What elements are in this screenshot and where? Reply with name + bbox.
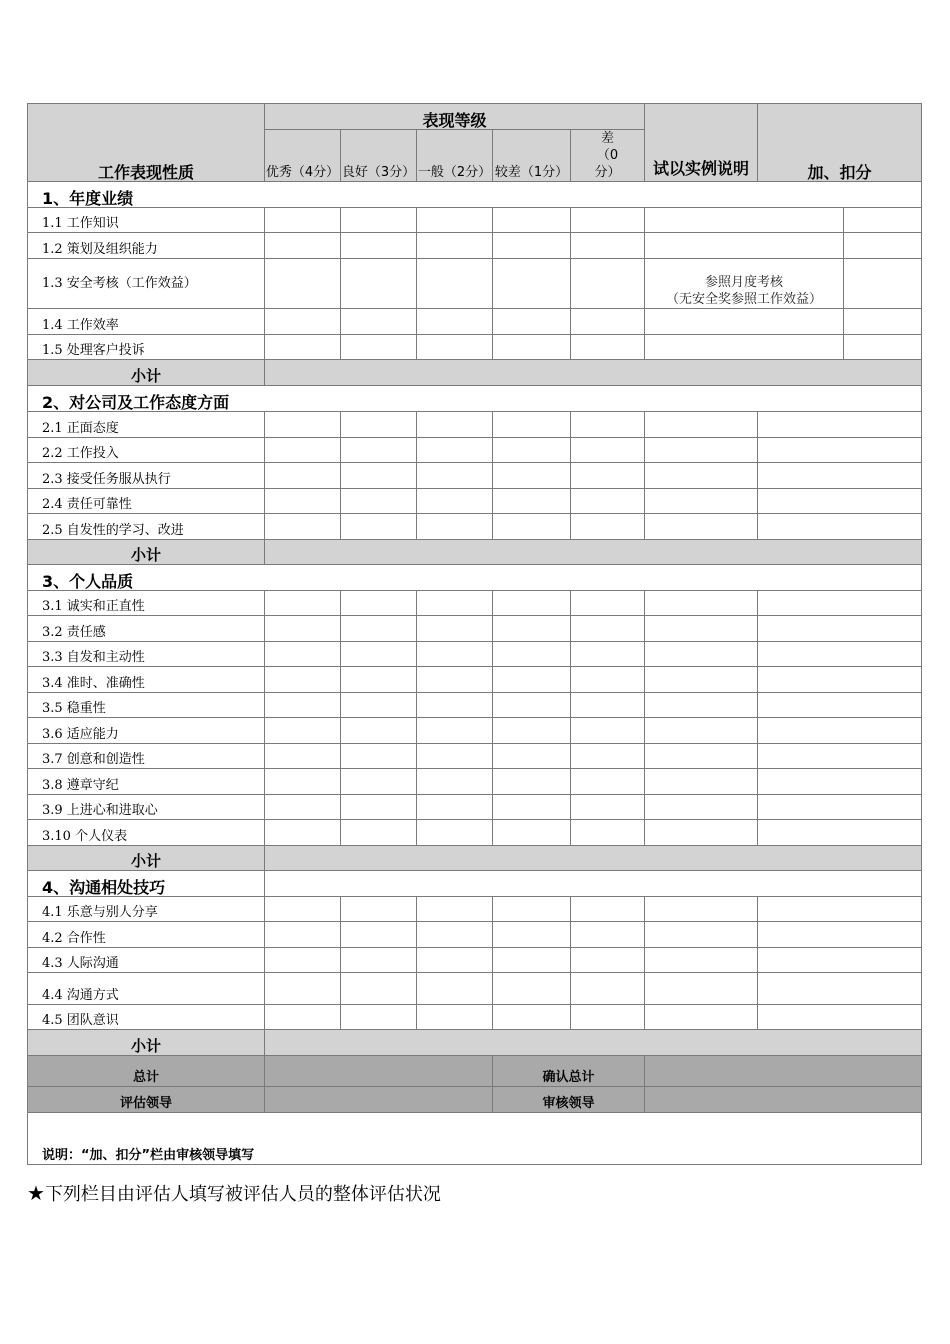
section-title: 3、个人品质 xyxy=(28,565,922,591)
adjust-cell[interactable] xyxy=(758,693,922,718)
grade-cell[interactable] xyxy=(493,1005,571,1030)
footer-text: 下列栏目由评估人填写被评估人员的整体评估状况 xyxy=(44,1184,441,1205)
item-label: 3.10 个人仪表 xyxy=(28,820,265,846)
grade-cell[interactable] xyxy=(341,208,417,233)
example-cell[interactable] xyxy=(645,795,758,820)
grade-cell[interactable] xyxy=(493,438,571,463)
grade-cell[interactable] xyxy=(341,309,417,335)
item-label: 1.2 策划及组织能力 xyxy=(28,233,265,259)
item-label: 1.3 安全考核（工作效益） xyxy=(28,259,265,309)
adjust-cell[interactable] xyxy=(758,973,922,1005)
example-cell[interactable] xyxy=(645,1005,758,1030)
grade-cell[interactable] xyxy=(265,309,341,335)
grade-cell[interactable] xyxy=(265,820,341,846)
grade-cell[interactable] xyxy=(417,795,493,820)
confirm-total-value[interactable] xyxy=(645,1056,922,1087)
adjust-cell[interactable] xyxy=(758,1005,922,1030)
grade-cell[interactable] xyxy=(417,667,493,693)
section-title: 2、对公司及工作态度方面 xyxy=(28,386,922,412)
grade-cell[interactable] xyxy=(341,642,417,667)
item-label: 3.3 自发和主动性 xyxy=(28,642,265,667)
grade-cell[interactable] xyxy=(417,718,493,744)
grade-cell[interactable] xyxy=(493,769,571,795)
grade-cell[interactable] xyxy=(571,616,645,642)
example-cell[interactable] xyxy=(645,642,758,667)
item-label: 1.5 处理客户投诉 xyxy=(28,335,265,360)
grade-cell[interactable] xyxy=(341,820,417,846)
grade-poor: 较差（1分） xyxy=(493,130,571,182)
item-label: 2.2 工作投入 xyxy=(28,438,265,463)
item-label: 4.3 人际沟通 xyxy=(28,948,265,973)
grade-cell[interactable] xyxy=(341,718,417,744)
grade-cell[interactable] xyxy=(417,642,493,667)
adjust-cell[interactable] xyxy=(844,335,922,360)
item-label: 3.8 遵章守纪 xyxy=(28,769,265,795)
grade-cell[interactable] xyxy=(341,973,417,1005)
grade-cell[interactable] xyxy=(417,309,493,335)
grade-cell[interactable] xyxy=(417,489,493,514)
grade-cell[interactable] xyxy=(341,744,417,769)
grade-cell[interactable] xyxy=(493,820,571,846)
grade-cell[interactable] xyxy=(265,438,341,463)
item-label: 3.7 创意和创造性 xyxy=(28,744,265,769)
grade-cell[interactable] xyxy=(417,897,493,922)
adjust-cell[interactable] xyxy=(758,642,922,667)
grade-cell[interactable] xyxy=(571,744,645,769)
subtotal-value[interactable] xyxy=(265,540,922,565)
total-label: 总计 xyxy=(28,1056,265,1087)
grade-cell[interactable] xyxy=(571,1005,645,1030)
grade-cell[interactable] xyxy=(493,667,571,693)
grade-cell[interactable] xyxy=(341,667,417,693)
grade-cell[interactable] xyxy=(493,208,571,233)
grade-cell[interactable] xyxy=(265,259,341,309)
grade-cell[interactable] xyxy=(341,1005,417,1030)
grade-cell[interactable] xyxy=(571,259,645,309)
grade-cell[interactable] xyxy=(265,667,341,693)
grade-cell[interactable] xyxy=(571,208,645,233)
grade-cell[interactable] xyxy=(417,438,493,463)
item-label: 4.5 团队意识 xyxy=(28,1005,265,1030)
grade-cell[interactable] xyxy=(341,489,417,514)
grade-cell[interactable] xyxy=(265,412,341,438)
item-label: 3.2 责任感 xyxy=(28,616,265,642)
adjust-cell[interactable] xyxy=(758,718,922,744)
adjust-cell[interactable] xyxy=(844,233,922,259)
adjust-cell[interactable] xyxy=(758,948,922,973)
grade-cell[interactable] xyxy=(265,335,341,360)
adjust-cell[interactable] xyxy=(844,259,922,309)
adjust-cell[interactable] xyxy=(758,922,922,948)
adjust-cell[interactable] xyxy=(844,309,922,335)
evaluator-value[interactable] xyxy=(265,1087,493,1113)
grade-cell[interactable] xyxy=(493,591,571,616)
example-cell[interactable] xyxy=(645,922,758,948)
example-cell[interactable] xyxy=(645,744,758,769)
grade-cell[interactable] xyxy=(493,309,571,335)
grade-cell[interactable] xyxy=(417,514,493,540)
section-blank xyxy=(265,871,922,897)
adjust-cell[interactable] xyxy=(844,208,922,233)
grade-cell[interactable] xyxy=(265,233,341,259)
example-cell[interactable] xyxy=(645,820,758,846)
example-cell[interactable] xyxy=(645,948,758,973)
grade-cell[interactable] xyxy=(417,922,493,948)
grade-cell[interactable] xyxy=(341,795,417,820)
header-adjust: 加、扣分 xyxy=(758,104,922,182)
grade-cell[interactable] xyxy=(417,591,493,616)
grade-cell[interactable] xyxy=(493,463,571,489)
evaluation-table xyxy=(27,103,922,1165)
subtotal-value[interactable] xyxy=(265,1030,922,1056)
grade-cell[interactable] xyxy=(265,489,341,514)
section-title: 4、沟通相处技巧 xyxy=(28,871,265,897)
example-cell[interactable] xyxy=(645,667,758,693)
grade-cell[interactable] xyxy=(341,259,417,309)
example-cell[interactable] xyxy=(645,514,758,540)
grade-cell[interactable] xyxy=(417,948,493,973)
grade-cell[interactable] xyxy=(341,948,417,973)
grade-cell[interactable] xyxy=(493,897,571,922)
grade-cell[interactable] xyxy=(571,769,645,795)
grade-cell[interactable] xyxy=(571,514,645,540)
reviewer-label: 审核领导 xyxy=(493,1087,645,1113)
grade-cell[interactable] xyxy=(571,973,645,1005)
item-label: 4.1 乐意与别人分享 xyxy=(28,897,265,922)
grade-cell[interactable] xyxy=(571,718,645,744)
adjust-cell[interactable] xyxy=(758,463,922,489)
grade-cell[interactable] xyxy=(493,693,571,718)
grade-cell[interactable] xyxy=(265,795,341,820)
grade-cell[interactable] xyxy=(493,718,571,744)
item-label: 4.4 沟通方式 xyxy=(28,973,265,1005)
grade-average: 一般（2分） xyxy=(417,130,493,182)
grade-cell[interactable] xyxy=(265,514,341,540)
subtotal-value[interactable] xyxy=(265,846,922,871)
grade-cell[interactable] xyxy=(265,718,341,744)
grade-cell[interactable] xyxy=(341,438,417,463)
example-cell[interactable] xyxy=(645,208,844,233)
example-cell[interactable] xyxy=(645,412,758,438)
grade-cell[interactable] xyxy=(417,693,493,718)
star-icon: ★ xyxy=(27,1181,45,1205)
grade-cell[interactable] xyxy=(265,208,341,233)
grade-cell[interactable] xyxy=(571,693,645,718)
grade-cell[interactable] xyxy=(265,948,341,973)
item-label: 3.1 诚实和正直性 xyxy=(28,591,265,616)
item-label: 2.3 接受任务服从执行 xyxy=(28,463,265,489)
grade-cell[interactable] xyxy=(493,335,571,360)
grade-cell[interactable] xyxy=(341,591,417,616)
header-example: 试以实例说明 xyxy=(645,104,758,182)
grade-cell[interactable] xyxy=(265,616,341,642)
grade-cell[interactable] xyxy=(571,897,645,922)
grade-cell[interactable] xyxy=(341,769,417,795)
grade-cell[interactable] xyxy=(265,744,341,769)
grade-bad: 差（0分） xyxy=(571,130,645,182)
grade-cell[interactable] xyxy=(417,744,493,769)
grade-cell[interactable] xyxy=(493,795,571,820)
header-nature: 工作表现性质 xyxy=(28,104,265,182)
example-cell[interactable] xyxy=(645,693,758,718)
grade-cell[interactable] xyxy=(493,744,571,769)
grade-cell[interactable] xyxy=(493,616,571,642)
adjust-cell[interactable] xyxy=(758,897,922,922)
example-cell[interactable] xyxy=(645,489,758,514)
grade-cell[interactable] xyxy=(417,463,493,489)
note-line-2: （无安全奖参照工作效益） xyxy=(666,292,823,307)
subtotal-value[interactable] xyxy=(265,360,922,386)
grade-cell[interactable] xyxy=(417,335,493,360)
example-cell[interactable] xyxy=(645,335,844,360)
adjust-cell[interactable] xyxy=(758,438,922,463)
example-cell[interactable] xyxy=(645,718,758,744)
grade-cell[interactable] xyxy=(571,489,645,514)
grade-cell[interactable] xyxy=(571,309,645,335)
item-label: 2.1 正面态度 xyxy=(28,412,265,438)
grade-cell[interactable] xyxy=(417,973,493,1005)
grade-cell[interactable] xyxy=(341,463,417,489)
grade-cell[interactable] xyxy=(265,1005,341,1030)
item-label: 3.4 准时、准确性 xyxy=(28,667,265,693)
grade-cell[interactable] xyxy=(341,233,417,259)
grade-cell[interactable] xyxy=(571,642,645,667)
subtotal-label: 小计 xyxy=(28,846,265,871)
grade-cell[interactable] xyxy=(571,922,645,948)
item-label: 2.4 责任可靠性 xyxy=(28,489,265,514)
grade-cell[interactable] xyxy=(417,769,493,795)
subtotal-label: 小计 xyxy=(28,360,265,386)
adjust-cell[interactable] xyxy=(758,489,922,514)
item-label: 4.2 合作性 xyxy=(28,922,265,948)
adjust-cell[interactable] xyxy=(758,795,922,820)
grade-cell[interactable] xyxy=(341,412,417,438)
grade-cell[interactable] xyxy=(417,208,493,233)
grade-cell[interactable] xyxy=(571,233,645,259)
item-label: 2.5 自发性的学习、改进 xyxy=(28,514,265,540)
note-line-1: 参照月度考核 xyxy=(705,275,784,290)
grade-cell[interactable] xyxy=(265,973,341,1005)
grade-cell[interactable] xyxy=(571,438,645,463)
grade-cell[interactable] xyxy=(341,514,417,540)
grade-cell[interactable] xyxy=(493,412,571,438)
grade-cell[interactable] xyxy=(417,616,493,642)
adjust-cell[interactable] xyxy=(758,412,922,438)
item-label: 1.4 工作效率 xyxy=(28,309,265,335)
grade-cell[interactable] xyxy=(265,769,341,795)
grade-cell[interactable] xyxy=(341,897,417,922)
grade-cell[interactable] xyxy=(265,922,341,948)
header-grade-group: 表现等级 xyxy=(265,104,645,130)
subtotal-label: 小计 xyxy=(28,540,265,565)
grade-cell[interactable] xyxy=(265,693,341,718)
grade-good: 良好（3分） xyxy=(341,130,417,182)
subtotal-label: 小计 xyxy=(28,1030,265,1056)
example-cell[interactable] xyxy=(645,438,758,463)
example-cell[interactable] xyxy=(645,309,844,335)
adjust-cell[interactable] xyxy=(758,667,922,693)
adjust-cell[interactable] xyxy=(758,769,922,795)
grade-cell[interactable] xyxy=(265,591,341,616)
grade-cell[interactable] xyxy=(341,335,417,360)
evaluator-label: 评估领导 xyxy=(28,1087,265,1113)
example-cell[interactable] xyxy=(645,973,758,1005)
grade-cell[interactable] xyxy=(493,642,571,667)
grade-cell[interactable] xyxy=(417,820,493,846)
adjust-cell[interactable] xyxy=(758,591,922,616)
reviewer-value[interactable] xyxy=(645,1087,922,1113)
grade-cell[interactable] xyxy=(493,514,571,540)
adjust-cell[interactable] xyxy=(758,820,922,846)
grade-cell[interactable] xyxy=(571,667,645,693)
total-value[interactable] xyxy=(265,1056,493,1087)
example-cell[interactable] xyxy=(645,769,758,795)
grade-cell[interactable] xyxy=(341,693,417,718)
grade-cell[interactable] xyxy=(493,489,571,514)
grade-cell[interactable] xyxy=(493,973,571,1005)
grade-cell[interactable] xyxy=(493,948,571,973)
grade-cell[interactable] xyxy=(417,412,493,438)
grade-cell[interactable] xyxy=(265,642,341,667)
grade-excellent: 优秀（4分） xyxy=(265,130,341,182)
item-label: 3.9 上进心和进取心 xyxy=(28,795,265,820)
example-note xyxy=(645,259,844,309)
example-cell[interactable] xyxy=(645,591,758,616)
example-cell[interactable] xyxy=(645,616,758,642)
grade-cell[interactable] xyxy=(571,820,645,846)
grade-cell[interactable] xyxy=(571,463,645,489)
grade-cell[interactable] xyxy=(571,412,645,438)
grade-cell[interactable] xyxy=(571,795,645,820)
footer-instruction xyxy=(27,1180,441,1206)
example-cell[interactable] xyxy=(645,897,758,922)
grade-cell[interactable] xyxy=(417,259,493,309)
adjust-cell[interactable] xyxy=(758,514,922,540)
grade-cell[interactable] xyxy=(493,922,571,948)
adjust-cell[interactable] xyxy=(758,616,922,642)
item-label: 1.1 工作知识 xyxy=(28,208,265,233)
grade-cell[interactable] xyxy=(571,335,645,360)
grade-cell[interactable] xyxy=(341,922,417,948)
adjust-cell[interactable] xyxy=(758,744,922,769)
grade-cell[interactable] xyxy=(571,591,645,616)
item-label: 3.5 稳重性 xyxy=(28,693,265,718)
section-title: 1、年度业绩 xyxy=(28,182,922,208)
grade-cell[interactable] xyxy=(417,1005,493,1030)
explanation-note: 说明：“加、扣分”栏由审核领导填写 xyxy=(28,1113,922,1165)
example-cell[interactable] xyxy=(645,463,758,489)
grade-cell[interactable] xyxy=(493,233,571,259)
grade-cell[interactable] xyxy=(493,259,571,309)
grade-cell[interactable] xyxy=(571,948,645,973)
item-label: 3.6 适应能力 xyxy=(28,718,265,744)
example-cell[interactable] xyxy=(645,233,844,259)
grade-cell[interactable] xyxy=(265,463,341,489)
grade-cell[interactable] xyxy=(417,233,493,259)
grade-cell[interactable] xyxy=(341,616,417,642)
grade-cell[interactable] xyxy=(265,897,341,922)
confirm-total-label: 确认总计 xyxy=(493,1056,645,1087)
